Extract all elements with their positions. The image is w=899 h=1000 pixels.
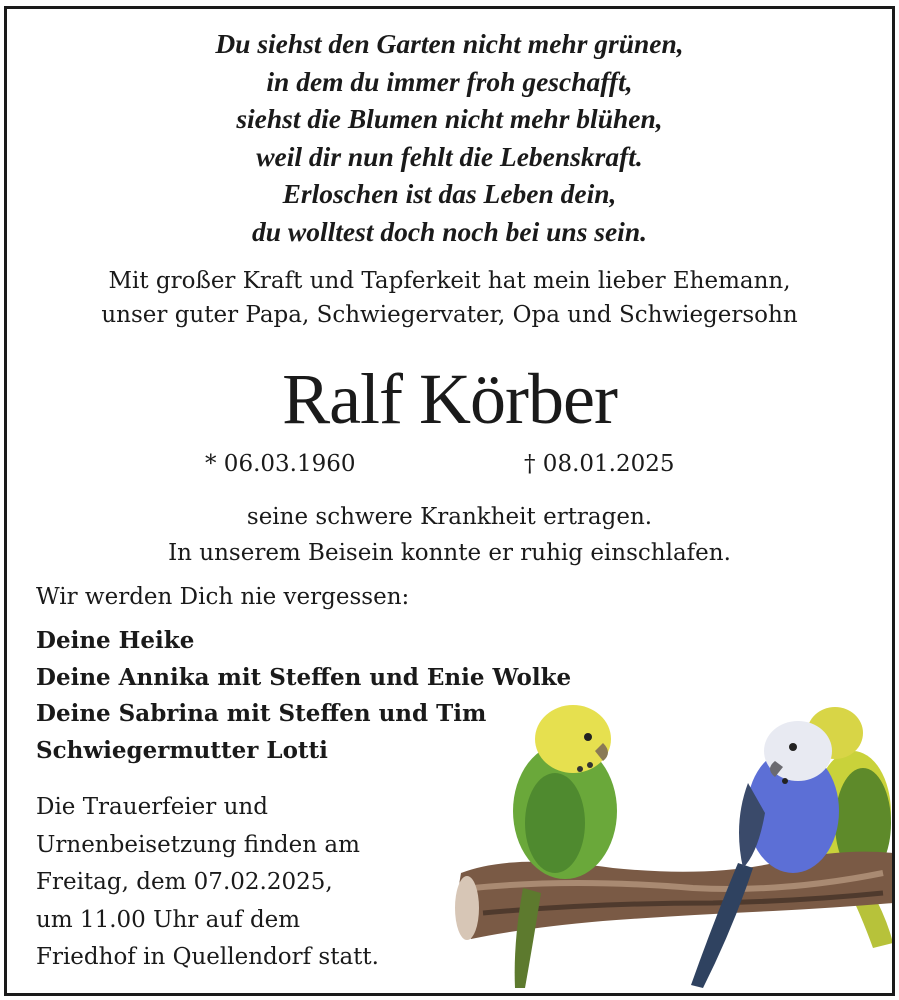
death-date: † 08.01.2025 (524, 451, 675, 477)
poem-line: in dem du immer froh geschafft, (266, 65, 633, 97)
sign-off: Wir werden Dich nie vergessen: (36, 584, 410, 610)
poem-line: du wolltest doch noch bei uns sein. (251, 215, 647, 247)
intro-text (7, 264, 892, 332)
funeral-line: Freitag, dem 07.02.2025, (36, 869, 333, 895)
green-bird-icon (513, 705, 617, 988)
poem-line: Erloschen ist das Leben dein, (282, 178, 617, 209)
ending-text (7, 499, 892, 571)
budgerigars-image (453, 703, 893, 993)
funeral-line: Friedhof in Quellendorf statt. (36, 944, 379, 970)
obituary-notice (4, 6, 895, 996)
poem-line: siehst die Blumen nicht mehr blühen, (236, 103, 663, 134)
intro-line: Mit großer Kraft und Tapferkeit hat mein lieber Ehemann, (108, 268, 791, 294)
family-member: Schwiegermutter Lotti (36, 736, 328, 764)
funeral-line: Die Trauerfeier und (36, 794, 268, 820)
intro-line: unser guter Papa, Schwiegervater, Opa und Schwiegersohn (101, 302, 798, 328)
funeral-line: um 11.00 Uhr auf dem (36, 906, 301, 933)
blue-bird-icon (691, 721, 839, 988)
family-member: Deine Annika mit Steffen und Enie Wolke (36, 663, 572, 691)
family-member: Deine Sabrina mit Steffen und Tim (36, 700, 487, 727)
birth-date: * 06.03.1960 (205, 451, 356, 477)
funeral-info (36, 789, 379, 977)
family-member: Deine Heike (36, 627, 195, 654)
poem-line: weil dir nun fehlt die Lebenskraft. (256, 140, 643, 172)
deceased-name: Ralf Körber (282, 359, 617, 439)
poem-line: Du siehst den Garten nicht mehr grünen, (215, 28, 684, 59)
ending-line: seine schwere Krankheit ertragen. (246, 504, 653, 530)
funeral-line: Urnenbeisetzung finden am (36, 831, 360, 858)
ending-line: In unserem Beisein konnte er ruhig einschlafen. (168, 540, 731, 566)
memorial-poem (7, 25, 892, 250)
